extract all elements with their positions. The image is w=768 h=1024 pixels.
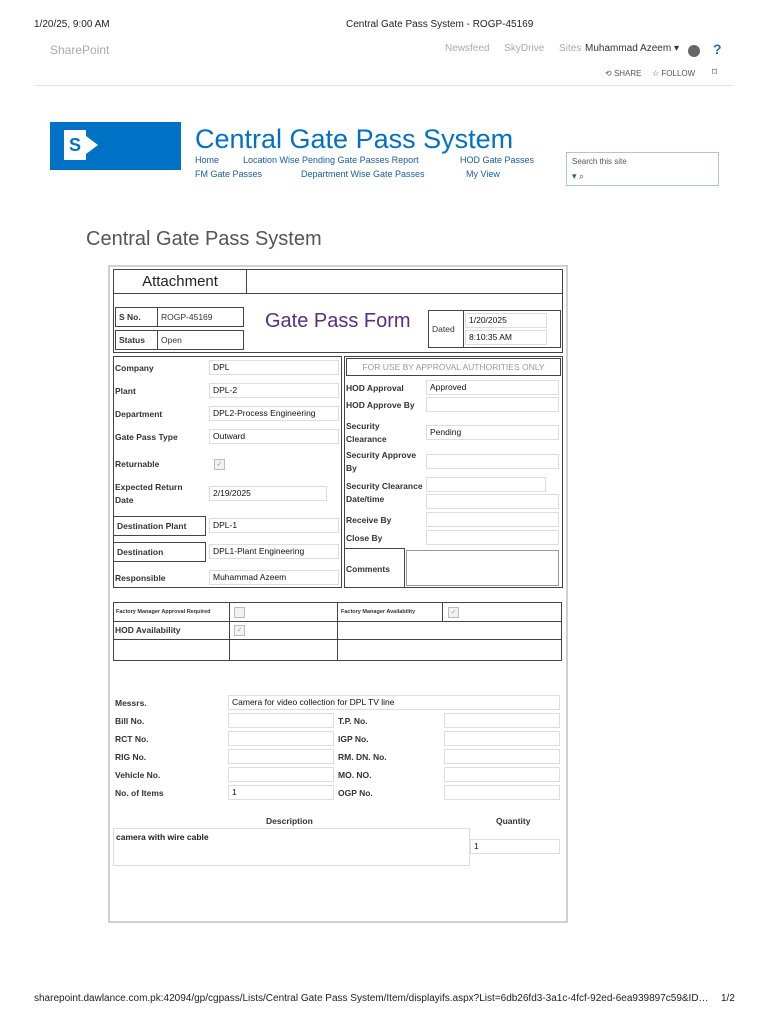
- returnable-label: Returnable: [115, 459, 160, 469]
- security-clearance-value: Pending: [426, 425, 559, 440]
- rm-dn-no-label: RM. DN. No.: [338, 752, 387, 762]
- rig-no-label: RIG No.: [115, 752, 147, 762]
- no-of-items-label: No. of Items: [115, 788, 164, 798]
- star-icon: ☆: [652, 69, 660, 78]
- rct-no-value: [228, 731, 334, 746]
- security-clearance-dt-label-2: Date/time: [346, 494, 385, 504]
- rig-no-value: [228, 749, 334, 764]
- hod-availability-value-cell: [229, 621, 338, 640]
- footer-url: sharepoint.dawlance.com.pk:42094/gp/cgpass/Lists/Central Gate Pass System/Item/displayifs.aspx?List=6db26fd3-3a1c-4fcf-92ed-6ea939897c59&ID…: [34, 993, 709, 1004]
- time-value: 8:10:35 AM: [465, 330, 547, 345]
- no-of-items-value: 1: [228, 785, 334, 800]
- date-value: 1/20/2025: [465, 313, 547, 328]
- share-label: SHARE: [613, 69, 642, 78]
- department-label: Department: [115, 409, 163, 419]
- vehicle-no-label: Vehicle No.: [115, 770, 161, 780]
- mo-no-label: MO. NO.: [338, 770, 372, 780]
- hod-approval-label: HOD Approval: [346, 383, 404, 393]
- destination-label: Destination: [117, 547, 164, 557]
- logo-s-icon: S: [64, 130, 86, 160]
- messrs-label: Messrs.: [115, 698, 147, 708]
- empty-row-cell-3: [337, 639, 562, 661]
- footer-page: 1/2: [721, 993, 735, 1004]
- empty-row-cell-1: [113, 639, 230, 661]
- fm-approval-label: Factory Manager Approval Required: [116, 609, 211, 615]
- vehicle-no-value: [228, 767, 334, 782]
- expected-return-label: Expected Return: [115, 482, 183, 492]
- sno-label: S No.: [119, 312, 141, 322]
- fm-approval-checkbox[interactable]: [234, 607, 245, 618]
- hod-availability-checkbox[interactable]: ✓: [234, 625, 245, 636]
- status-label: Status: [119, 335, 145, 345]
- close-by-label: Close By: [346, 533, 383, 543]
- security-clearance-time: [426, 494, 559, 509]
- user-name: Muhammad Azeem: [585, 43, 672, 54]
- hod-availability-label: HOD Availability: [115, 625, 181, 635]
- form-title: Gate Pass Form: [265, 310, 411, 332]
- bill-no-value: [228, 713, 334, 728]
- responsible-value: Muhammad Azeem: [209, 570, 339, 585]
- share-button[interactable]: [605, 69, 642, 78]
- nav-department-wise[interactable]: Department Wise Gate Passes: [301, 169, 425, 179]
- ogp-no-value: [444, 785, 560, 800]
- messrs-value: Camera for video collection for DPL TV line: [228, 695, 560, 710]
- page-title: Central Gate Pass System: [86, 228, 322, 250]
- nav-my-view[interactable]: My View: [466, 169, 500, 179]
- plant-value: DPL-2: [209, 383, 339, 398]
- search-box[interactable]: [566, 152, 719, 186]
- nav-hod-gate-passes[interactable]: HOD Gate Passes: [460, 155, 535, 165]
- description-header: Description: [266, 816, 313, 826]
- sharepoint-logo[interactable]: [50, 122, 181, 170]
- destination-value: DPL1-Plant Engineering: [209, 544, 339, 559]
- gate-pass-type-label: Gate Pass Type: [115, 432, 178, 442]
- gate-pass-form: [108, 265, 568, 923]
- follow-label: FOLLOW: [661, 69, 696, 78]
- security-approve-by-value: [426, 454, 559, 469]
- fm-availability-value-cell: [442, 602, 562, 622]
- share-icon: ⟲: [605, 69, 612, 78]
- tp-no-label: T.P. No.: [338, 716, 368, 726]
- company-label: Company: [115, 363, 154, 373]
- empty-row-cell-2: [229, 639, 338, 661]
- bill-no-label: Bill No.: [115, 716, 145, 726]
- hod-approve-by-value: [426, 397, 559, 412]
- hod-availability-empty: [337, 621, 562, 640]
- ogp-no-label: OGP No.: [338, 788, 373, 798]
- destination-plant-value: DPL-1: [209, 518, 339, 533]
- nav-home[interactable]: Home: [195, 155, 220, 165]
- print-datetime: 1/20/25, 9:00 AM: [34, 19, 110, 30]
- skydrive-link[interactable]: SkyDrive: [504, 43, 545, 54]
- comments-value: [406, 550, 559, 586]
- search-input[interactable]: Search this site: [572, 157, 627, 166]
- attachment-cell: [113, 269, 247, 294]
- attachment-label: Attachment: [142, 273, 218, 290]
- comments-label: Comments: [346, 564, 390, 574]
- security-clearance-date: [426, 477, 546, 492]
- igp-no-label: IGP No.: [338, 734, 369, 744]
- site-title[interactable]: Central Gate Pass System: [195, 124, 514, 154]
- destination-plant-label: Destination Plant: [117, 521, 187, 531]
- header-divider: [34, 85, 734, 86]
- rct-no-label: RCT No.: [115, 734, 149, 744]
- mo-no-value: [444, 767, 560, 782]
- close-by-value: [426, 530, 559, 545]
- fm-availability-label: Factory Manager Availability: [341, 609, 416, 615]
- plant-label: Plant: [115, 386, 136, 396]
- search-icon[interactable]: ▾ ⌕: [572, 171, 585, 181]
- tp-no-value: [444, 713, 560, 728]
- security-clearance-dt-label: Security Clearance: [346, 481, 423, 491]
- gear-icon[interactable]: [688, 44, 700, 62]
- approval-header: FOR USE BY APPROVAL AUTHORITIES ONLY: [362, 362, 545, 372]
- returnable-checkbox[interactable]: ✓: [214, 459, 225, 470]
- sites-link[interactable]: Sites: [559, 43, 582, 54]
- help-icon[interactable]: ?: [713, 41, 722, 57]
- chevron-down-icon: ▾: [673, 43, 679, 54]
- hod-approve-by-label: HOD Approve By: [346, 400, 415, 410]
- fm-approval-value-cell: [229, 602, 338, 622]
- security-clearance-label-2: Clearance: [346, 434, 387, 444]
- fm-availability-checkbox[interactable]: ✓: [448, 607, 459, 618]
- dated-label: Dated: [432, 324, 455, 334]
- company-value: DPL: [209, 360, 339, 375]
- attachment-value-cell: [246, 269, 563, 294]
- newsfeed-link[interactable]: Newsfeed: [445, 43, 490, 54]
- hod-approval-value: Approved: [426, 380, 559, 395]
- follow-button[interactable]: [652, 69, 695, 78]
- logo-arrow-icon: [86, 136, 98, 154]
- status-value: Open: [161, 335, 182, 345]
- security-approve-by-label: Security Approve: [346, 450, 417, 460]
- suite-links: [445, 43, 593, 54]
- item-quantity: 1: [470, 839, 560, 854]
- nav-fm-gate-passes[interactable]: FM Gate Passes: [195, 169, 263, 179]
- department-value: DPL2-Process Engineering: [209, 406, 339, 421]
- item-description: camera with wire cable: [116, 832, 209, 842]
- responsible-label: Responsible: [115, 573, 166, 583]
- sharepoint-brand[interactable]: SharePoint: [50, 43, 110, 57]
- sno-value: ROGP-45169: [161, 312, 213, 322]
- security-clearance-label: Security: [346, 421, 380, 431]
- print-page-title: Central Gate Pass System - ROGP-45169: [346, 19, 534, 30]
- expected-return-label-2: Date: [115, 495, 134, 505]
- user-menu[interactable]: [585, 43, 679, 54]
- rm-dn-no-value: [444, 749, 560, 764]
- receive-by-value: [426, 512, 559, 527]
- item-description-box: [113, 828, 470, 866]
- focus-icon[interactable]: ⌑: [712, 67, 718, 78]
- expected-return-value: 2/19/2025: [209, 486, 327, 501]
- nav-location-wise[interactable]: Location Wise Pending Gate Passes Report: [243, 155, 419, 165]
- security-approve-by-label-2: By: [346, 463, 357, 473]
- igp-no-value: [444, 731, 560, 746]
- receive-by-label: Receive By: [346, 515, 392, 525]
- quantity-header: Quantity: [496, 816, 531, 826]
- gate-pass-type-value: Outward: [209, 429, 339, 444]
